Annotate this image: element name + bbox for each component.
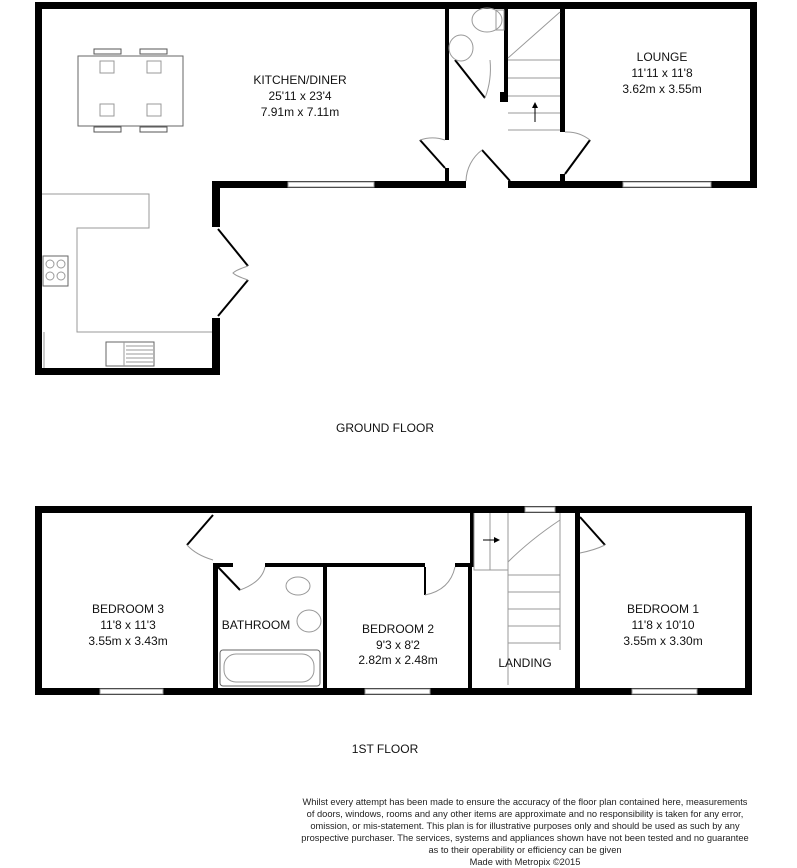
disclaimer-line: as to their operability or efficiency can be given <box>428 845 622 855</box>
first-floor-title: 1ST FLOOR <box>351 742 419 756</box>
bedroom3-metric: 3.55m x 3.43m <box>88 634 168 648</box>
ground-floor-plan <box>35 2 757 435</box>
hob-icon <box>43 256 68 286</box>
disclaimer-line: omission, or mis-statement. This plan is for illustrative purposes only and should be used as such by any <box>310 821 740 831</box>
ground-stairs-icon <box>508 12 560 130</box>
kitchen-window <box>288 182 374 187</box>
kitchen-diner-metric: 7.91m x 7.11m <box>260 105 340 119</box>
disclaimer-line: prospective purchaser. The services, systems and appliances shown have not been tested and no guarantee <box>301 833 749 843</box>
disclaimer-line: of doors, windows, rooms and any other items are approximate and no responsibility is taken for any error, <box>306 809 744 819</box>
made-with-credit: Made with Metropix ©2015 <box>469 857 581 867</box>
bath-icon <box>220 650 320 686</box>
bedroom2-label: BEDROOM 2 <box>361 622 435 636</box>
bathroom-label: BATHROOM <box>221 618 291 632</box>
bedroom3-window <box>100 689 163 694</box>
lounge-label: LOUNGE <box>636 50 688 64</box>
bedroom1-metric: 3.55m x 3.30m <box>623 634 703 648</box>
wc-icon <box>449 8 504 61</box>
kitchen-units <box>42 194 212 368</box>
bedroom3-imperial: 11'8 x 11'3 <box>100 618 156 632</box>
dining-table-icon <box>78 49 183 132</box>
bedroom1-window <box>632 689 697 694</box>
bedroom2-window <box>365 689 430 694</box>
bedroom3-label: BEDROOM 3 <box>91 602 165 616</box>
doors <box>187 515 605 595</box>
stairs-window <box>525 507 555 512</box>
disclaimer <box>245 796 797 868</box>
landing-label: LANDING <box>498 656 552 670</box>
bedroom1-imperial: 11'8 x 10'10 <box>631 618 695 632</box>
lounge-metric: 3.62m x 3.55m <box>622 82 702 96</box>
first-floor-plan <box>35 506 752 756</box>
lounge-window <box>623 182 711 187</box>
kitchen-diner-label: KITCHEN/DINER <box>253 73 347 87</box>
bedroom2-imperial: 9'3 x 8'2 <box>376 638 420 652</box>
ground-floor-title: GROUND FLOOR <box>335 421 435 435</box>
kitchen-diner-imperial: 25'11 x 23'4 <box>268 89 332 103</box>
lounge-imperial: 11'11 x 11'8 <box>631 66 693 80</box>
bedroom2-metric: 2.82m x 2.48m <box>358 653 438 667</box>
bedroom1-label: BEDROOM 1 <box>626 602 700 616</box>
disclaimer-line: Whilst every attempt has been made to ensure the accuracy of the floor plan contained here, measurements <box>302 797 748 807</box>
